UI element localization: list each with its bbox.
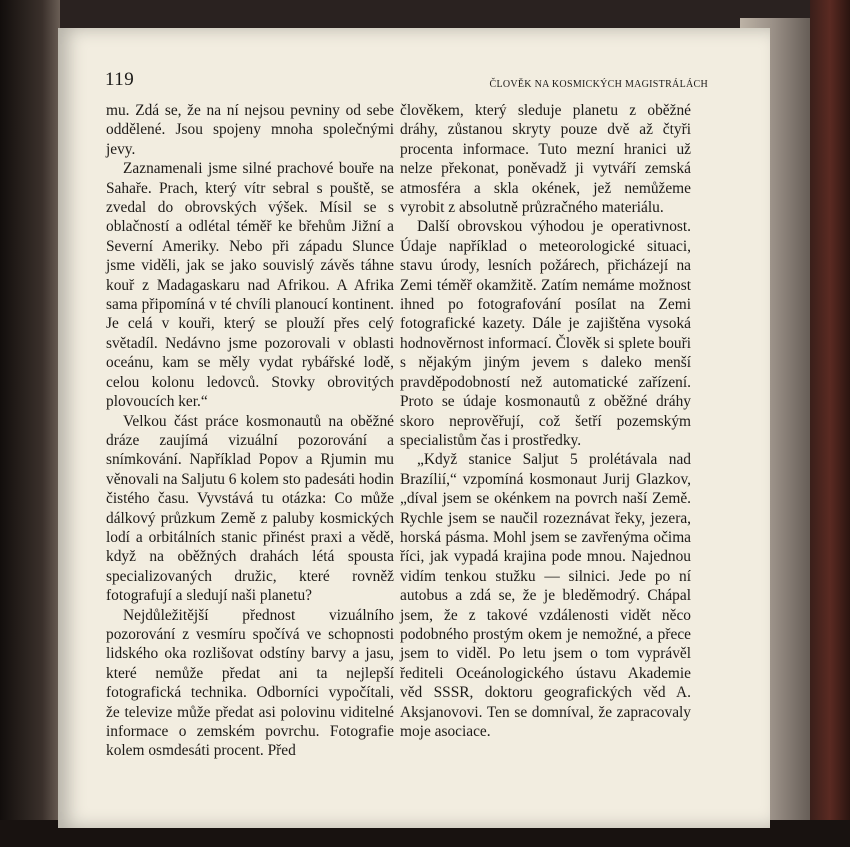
book-page bbox=[58, 28, 770, 828]
paragraph: Zaznamenali jsme silné prachové bouře na Sahaře. Prach, který vítr sebral s pouště, se zvedal do obrovských výšek. Mísil se s oblačností a odlétal téměř ke břehům Jižní a Severní Ameriky. Nebo při západu Slunce jsme viděli, jak se jako souvislý závěs táhne kouř z Madagaskaru nad Afrikou. A Afrika sama připomíná v té chvíli planoucí kontinent. Je celá v kouři, který se plouží přes celý světadíl. Nedávno jsme pozorovali v oblasti oceánu, kam se měly vydat rybářské lodě, celou kolonu ledovců. Stovky obrovitých plovoucích ker.“ bbox=[106, 160, 394, 411]
paragraph: Nejdůležitější přednost vizuálního pozorování z vesmíru spočívá ve schopnosti lidského oka rozlišovat odstíny barvy a jasu, které nemůže předat ani ta nejlepší fotografická technika. Odborníci vypočítali, že televize může předat asi polovinu viditelné informace o zemském povrchu. Fotografie kolem osmdesáti procent. Před bbox=[106, 606, 394, 760]
running-head: ČLOVĚK NA KOSMICKÝCH MAGISTRÁLÁCH bbox=[489, 79, 708, 90]
paragraph: Další obrovskou výhodou je operativnost. Údaje například o meteorologické situaci, stavu úrody, lesních požárech, přicházejí na Zemi téměř okamžitě. Zatím nemáme možnost ihned po fotografování posílat na Zemi fotografické kazety. Dále je zajištěna vysoká hodnověrnost informací. Člověk si splete bouři s nějakým jiným jevem s daleko menší pravděpodobností než automatické zařízení. Proto se údaje kosmonautů z oběžné dráhy skoro neprověřují, což šetří pozemským specialistům čas i prostředky. bbox=[400, 218, 691, 449]
right-column bbox=[400, 101, 691, 741]
page-number: 119 bbox=[105, 69, 135, 90]
left-column bbox=[106, 101, 394, 761]
paragraph: člověkem, který sleduje planetu z oběžné dráhy, zůstanou skryty pouze dvě až čtyři procenta informace. Tuto mezní hranici už nelze překonat, poněvadž ji vytváří zemská atmosféra a skla okének, jež nemůžeme vyrobit z absolutně průzračného materiálu. bbox=[400, 102, 691, 217]
background-top bbox=[0, 0, 850, 30]
paragraph: „Když stanice Saljut 5 prolétávala nad Brazílií,“ vzpomíná kosmonaut Jurij Glazkov, „díval jsem se okénkem na povrch naší Země. Rychle jsem se naučil rozeznávat řeky, jezera, horská pásma. Mohl jsem se zavřenýma očima říci, jak vypadá krajina pode mnou. Najednou vidím tenkou stužku — silnici. Jede po ní autobus a zdá se, že je bleděmodrý. Chápal jsem, že z takové vzdálenosti vidět něco podobného prostým okem je nemožné, a přece jsem to viděl. Po letu jsem o tom vyprávěl řediteli Oceánologického ústavu Akademie věd SSSR, doktoru geografických věd A. Aksjanovovi. Ten se domníval, že zapracovaly moje asociace. bbox=[400, 451, 691, 740]
book-cover-edge bbox=[810, 0, 850, 847]
background-left bbox=[0, 0, 60, 847]
paragraph: mu. Zdá se, že na ní nejsou pevniny od sebe oddělené. Jsou spojeny mnoha společnými jevy. bbox=[106, 102, 394, 158]
paragraph: Velkou část práce kosmonautů na oběžné dráze zaujímá vizuální pozorování a snímkování. Například Popov a Rjumin mu věnovali na Saljutu 6 kolem sto padesáti hodin čistého času. Vyvstává tu otázka: Co může dálkový průzkum Země z paluby kosmických lodí a orbitálních stanic přinést praxi a vědě, když na oběžných drahách létá spousta specializovaných družic, které rovněž fotografují a sledují naši planetu? bbox=[106, 412, 394, 605]
